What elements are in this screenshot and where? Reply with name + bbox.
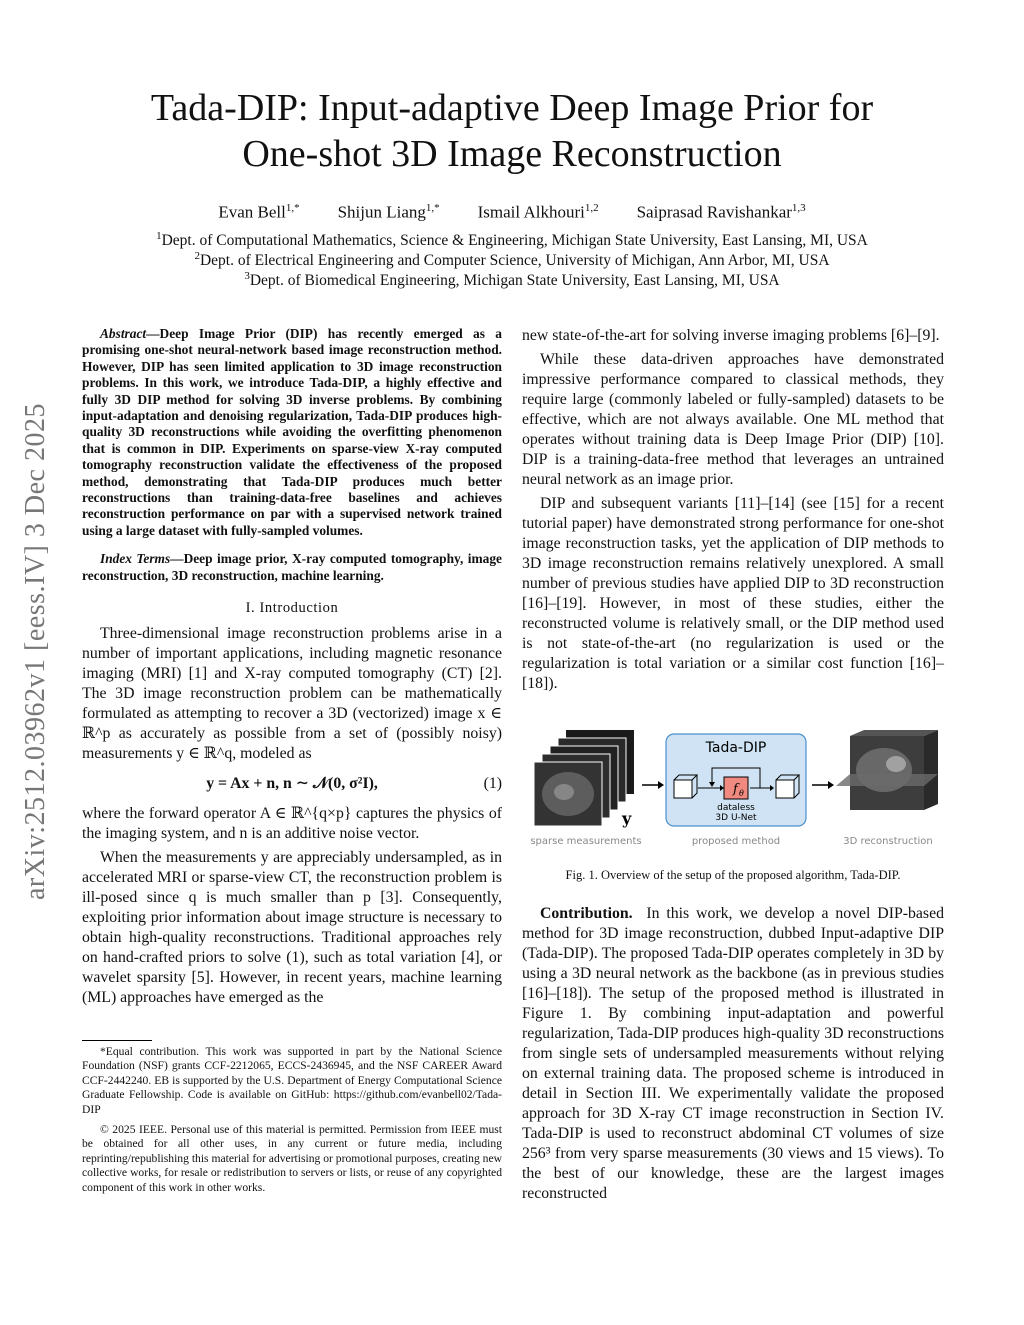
- intro-paragraph: When the measurements y are appreciably undersampled, as in accelerated MRI or sparse-view CT, the reconstruction problem is ill-posed since q is much smaller than p [3]. Consequently, exploiting prior information about image structure is necessary to obtain high-quality reconstructions. Traditional approaches rely on hand-crafted priors to solve (1), such as total variation [4], or wavelet sparsity [5]. However, in recent years, machine learning (ML) approaches have emerged as the: [82, 849, 502, 1007]
- intro-paragraph: where the forward operator A ∈ ℝ^{q×p} captures the physics of the imaging system, and n is an additive noise vector.: [82, 805, 502, 843]
- fig-y-label: y: [622, 809, 632, 828]
- fig-label-sparse: sparse measurements: [530, 836, 642, 847]
- fig-label-recon: 3D reconstruction: [843, 836, 933, 847]
- paper-title-line1: Tada-DIP: Input-adaptive Deep Image Prior for: [150, 87, 874, 129]
- fig-label-proposed: proposed method: [691, 836, 781, 847]
- svg-text:3D U-Net: 3D U-Net: [715, 813, 757, 823]
- figure-caption: Fig. 1. Overview of the setup of the proposed algorithm, Tada-DIP.: [565, 868, 901, 882]
- intro-paragraph: Three-dimensional image reconstruction problems arise in a number of important applications, including magnetic resonance imaging (MRI) [1] and X-ray computed tomography (CT) [2]. The 3D image reconstruction problem can be mathematically formulated as attempting to recover a 3D (vectorized) image x ∈ ℝ^p as accurately as possible from a set of (possibly noisy) measurements y ∈ ℝ^q, modeled as: [82, 625, 502, 763]
- affiliation: $^3$Dept. of Biomedical Engineering, Michigan State University, East Lansing, MI, USA: [244, 270, 780, 290]
- author: Ismail Alkhouri$^{1,2}$: [477, 202, 599, 222]
- pipeline-diagram: [524, 730, 944, 855]
- ct-volume-icon: [836, 730, 938, 810]
- fig-tada-label: Tada-DIP: [705, 740, 767, 756]
- paper-title-line2: One-shot 3D Image Reconstruction: [242, 133, 782, 175]
- right-column-bottom: [522, 904, 944, 1204]
- footnote: *Equal contribution. This work was supported in part by the National Science Foundation (NSF) grants CCF-2212065, ECCS-2436945, and the NSF CAREER Award CCF-2442240. EB is supported by the U.S. Department of Energy Computational Science Graduate Fellowship. Code is available on GitHub: https://github.com/evanbell02/Tada-DIP: [82, 1045, 502, 1116]
- right-column: [522, 326, 944, 694]
- contribution-paragraph: Contribution. In this work, we develop a novel DIP-based method for 3D image reconstruction, dubbed Input-adaptive DIP (Tada-DIP). The proposed Tada-DIP operates completely in 3D by using a 3D neural network as the backbone (as in previous studies [16]–[18]). The setup of the proposed method is illustrated in Figure 1. By combining input-adaptation and powerful regularization, Tada-DIP produces high-quality 3D reconstructions from single sets of undersampled measurements without relying on external training data. The proposed scheme is introduced in detail in Section III. We experimentally validate the proposed approach for 3D X-ray CT image reconstruction in Section IV. Tada-DIP is used to reconstruct abdominal CT volumes of size 256³ from very sparse measurements (30 views and 15 views). To the best of our knowledge, these are the largest images reconstructed: [522, 905, 944, 1202]
- arxiv-side-label: arXiv:2512.03962v1 [eess.IV] 3 Dec 2025: [20, 403, 51, 900]
- index-terms: Index Terms—Deep image prior, X-ray computed tomography, image reconstruction, 3D reconstruction, machine learning.: [82, 551, 502, 583]
- abstract: Abstract—Deep Image Prior (DIP) has recently emerged as a promising one-shot neural-network based image reconstruction method. However, DIP has seen limited application to 3D image reconstruction problems. In this work, we introduce Tada-DIP, a highly effective and fully 3D DIP method for solving 3D inverse problems. By combining input-adaptation and denoising regularization, Tada-DIP produces high-quality 3D reconstructions while avoiding the overfitting phenomenon that is common in DIP. Experiments on sparse-view X-ray computed tomography reconstruction validate the effectiveness of the proposed method, demonstrating that Tada-DIP produces much better reconstructions than training-data-free baselines and achieves reconstruction performance on par with a supervised network trained using a large dataset with fully-sampled volumes.: [82, 326, 502, 538]
- svg-text:dataless: dataless: [717, 803, 755, 813]
- affiliation: $^2$Dept. of Electrical Engineering and Computer Science, University of Michigan, Ann Arbor, MI, USA: [194, 250, 830, 270]
- right-paragraph: While these data-driven approaches have demonstrated impressive performance compared to classical methods, they require large (commonly labeled or fully-sampled) datasets to be effective, which are not always available. One ML method that operates without training data is Deep Image Prior (DIP) [10]. DIP is a training-data-free method that leverages an untrained neural network as an image prior.: [522, 351, 944, 488]
- svg-text:θ: θ: [739, 789, 744, 798]
- footnotes: [82, 1040, 502, 1195]
- right-paragraph: DIP and subsequent variants [11]–[14] (see [15] for a recent tutorial paper) have demonstrated strong performance for one-shot image reconstruction tasks, yet the application of DIP methods to 3D image reconstruction remains relatively unexplored. A small number of previous studies have applied DIP to 3D reconstruction [16]–[19]. However, in most of these studies, either the reconstructed volume is relatively small, or the DIP method used is not state-of-the-art (no regularization is used or the regularization is total variation or a similar cost function [16]–[18]).: [522, 495, 944, 692]
- right-paragraph: new state-of-the-art for solving inverse imaging problems [6]–[9].: [522, 327, 940, 344]
- author: Shijun Liang$^{1,*}$: [337, 202, 440, 222]
- author: Evan Bell$^{1,*}$: [218, 202, 300, 222]
- footnote-rule: [82, 1040, 152, 1041]
- author-list: [80, 202, 944, 223]
- author: Saiprasad Ravishankar$^{1,3}$: [636, 202, 806, 222]
- svg-text:f: f: [733, 782, 738, 797]
- affiliation: $^1$Dept. of Computational Mathematics, Science & Engineering, Michigan State University, East Lansing, MI, USA: [156, 230, 868, 250]
- section-heading: I. Introduction: [245, 600, 339, 617]
- figure-1: [524, 730, 944, 855]
- equation: y = Ax + n, n ∼ 𝒩(0, σ²I), (1): [206, 775, 502, 793]
- footnote: © 2025 IEEE. Personal use of this material is permitted. Permission from IEEE must be obtained for all other uses, in any current or future media, including reprinting/republishing this material for advertising or promotional purposes, creating new collective works, for resale or redistribution to servers or lists, or reuse of any copyrighted component of this work in other works.: [82, 1123, 502, 1194]
- left-column: [82, 326, 502, 1008]
- measurement-stack-icon: [534, 730, 634, 826]
